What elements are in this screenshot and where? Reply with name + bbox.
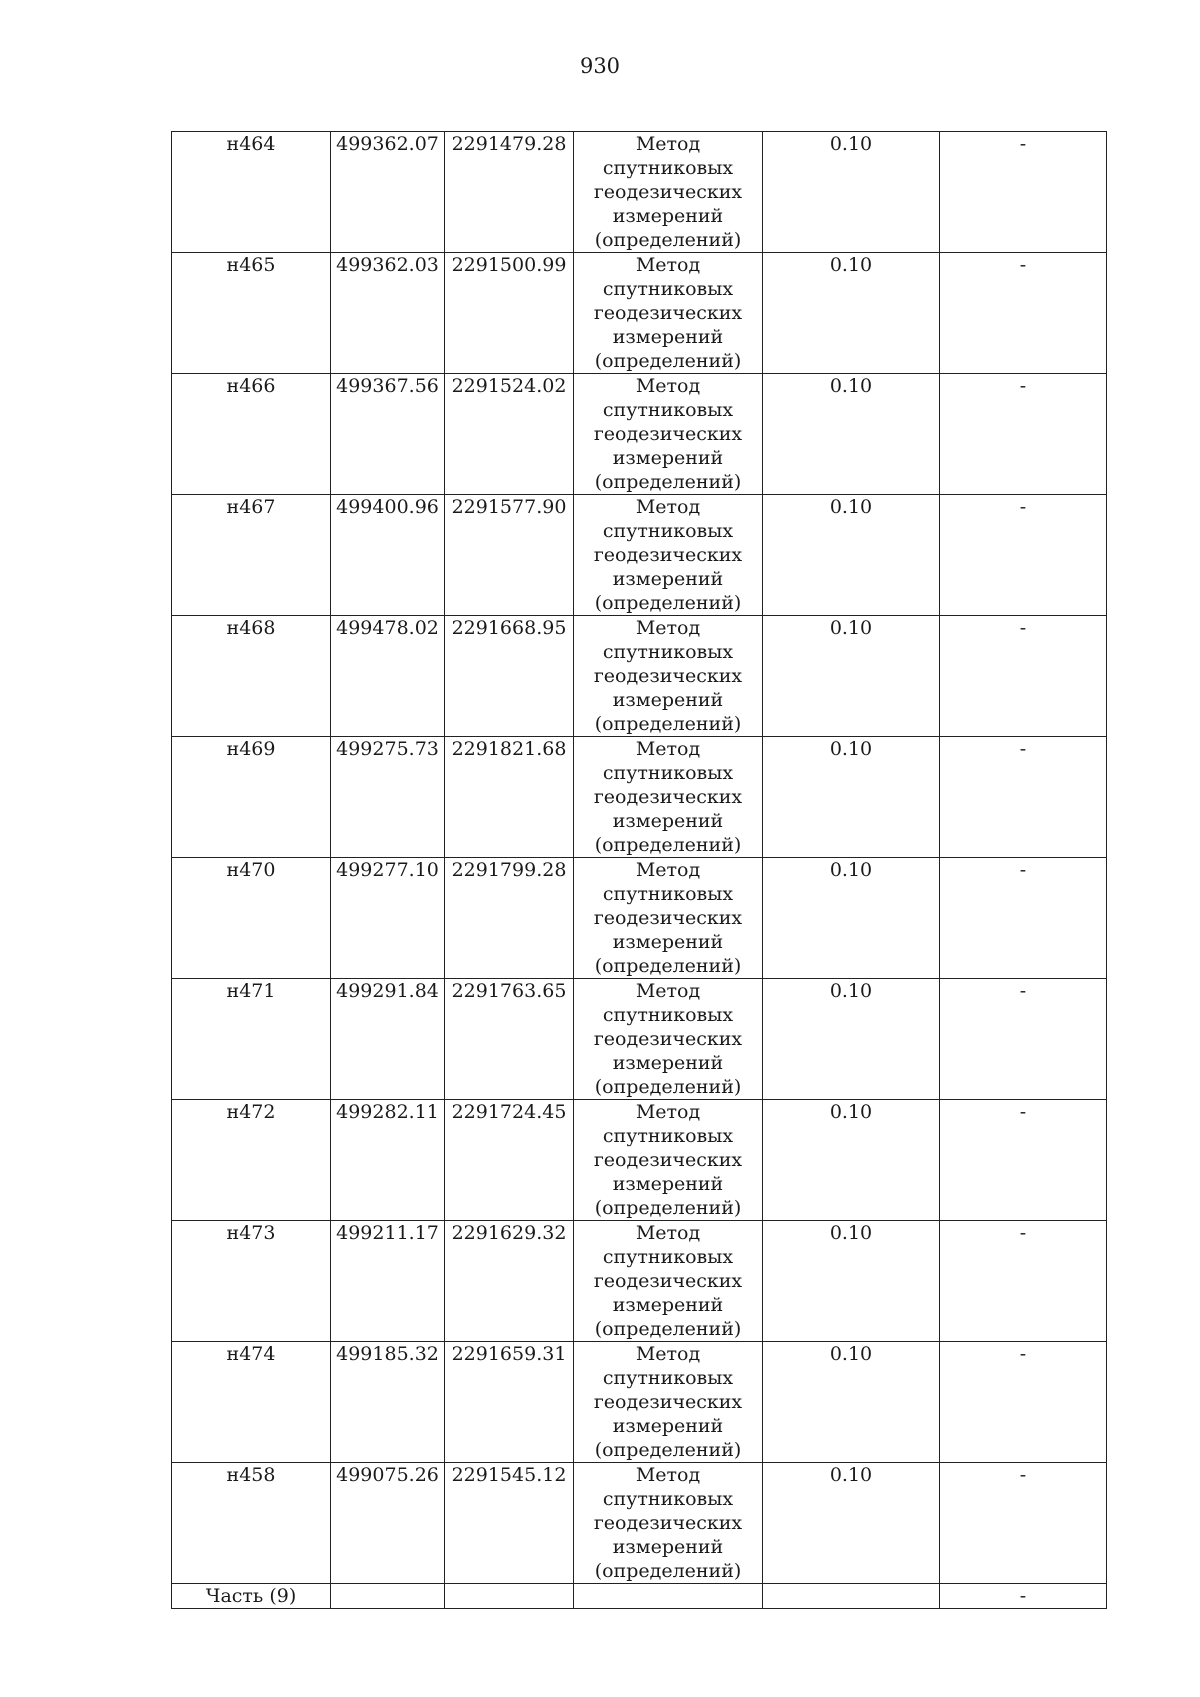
accuracy-cell: 0.10 — [763, 737, 940, 858]
table-row — [172, 737, 1107, 858]
accuracy-cell: 0.10 — [763, 858, 940, 979]
description-cell: - — [940, 1221, 1107, 1342]
x-coordinate-cell: 499211.17 — [331, 1221, 445, 1342]
accuracy-cell: 0.10 — [763, 132, 940, 253]
y-coordinate-cell: 2291821.68 — [445, 737, 574, 858]
point-cell: н471 — [172, 979, 331, 1100]
x-coordinate-cell: 499282.11 — [331, 1100, 445, 1221]
point-cell: н467 — [172, 495, 331, 616]
accuracy-cell: 0.10 — [763, 1221, 940, 1342]
x-coordinate-cell: 499277.10 — [331, 858, 445, 979]
description-cell: - — [940, 1463, 1107, 1584]
y-coordinate-cell: 2291763.65 — [445, 979, 574, 1100]
summary-accuracy-cell — [763, 1584, 940, 1609]
description-cell: - — [940, 737, 1107, 858]
y-coordinate-cell: 2291577.90 — [445, 495, 574, 616]
y-coordinate-cell: 2291500.99 — [445, 253, 574, 374]
description-cell: - — [940, 1100, 1107, 1221]
description-cell: - — [940, 495, 1107, 616]
summary-x-cell — [331, 1584, 445, 1609]
summary-description-cell: - — [940, 1584, 1107, 1609]
x-coordinate-cell: 499291.84 — [331, 979, 445, 1100]
summary-row — [172, 1584, 1107, 1609]
point-cell: н468 — [172, 616, 331, 737]
x-coordinate-cell: 499185.32 — [331, 1342, 445, 1463]
table-row — [172, 1342, 1107, 1463]
accuracy-cell: 0.10 — [763, 495, 940, 616]
y-coordinate-cell: 2291479.28 — [445, 132, 574, 253]
y-coordinate-cell: 2291724.45 — [445, 1100, 574, 1221]
x-coordinate-cell: 499400.96 — [331, 495, 445, 616]
accuracy-cell: 0.10 — [763, 616, 940, 737]
point-cell: н474 — [172, 1342, 331, 1463]
y-coordinate-cell: 2291629.32 — [445, 1221, 574, 1342]
method-cell: Метод спутниковых геодезических измерений (определений) — [574, 858, 763, 979]
table-row — [172, 616, 1107, 737]
page-number: 930 — [579, 54, 621, 78]
point-cell: н465 — [172, 253, 331, 374]
method-cell: Метод спутниковых геодезических измерений (определений) — [574, 495, 763, 616]
table-row — [172, 979, 1107, 1100]
point-cell: н466 — [172, 374, 331, 495]
point-cell: н464 — [172, 132, 331, 253]
summary-method-cell — [574, 1584, 763, 1609]
y-coordinate-cell: 2291659.31 — [445, 1342, 574, 1463]
table-row — [172, 495, 1107, 616]
point-cell: н470 — [172, 858, 331, 979]
table-row — [172, 253, 1107, 374]
y-coordinate-cell: 2291524.02 — [445, 374, 574, 495]
description-cell: - — [940, 858, 1107, 979]
description-cell: - — [940, 979, 1107, 1100]
y-coordinate-cell: 2291545.12 — [445, 1463, 574, 1584]
method-cell: Метод спутниковых геодезических измерений (определений) — [574, 1342, 763, 1463]
method-cell: Метод спутниковых геодезических измерений (определений) — [574, 253, 763, 374]
method-cell: Метод спутниковых геодезических измерений (определений) — [574, 132, 763, 253]
accuracy-cell: 0.10 — [763, 1342, 940, 1463]
point-cell: н458 — [172, 1463, 331, 1584]
table-row — [172, 1463, 1107, 1584]
accuracy-cell: 0.10 — [763, 979, 940, 1100]
accuracy-cell: 0.10 — [763, 374, 940, 495]
y-coordinate-cell: 2291799.28 — [445, 858, 574, 979]
method-cell: Метод спутниковых геодезических измерений (определений) — [574, 737, 763, 858]
table-row — [172, 1221, 1107, 1342]
method-cell: Метод спутниковых геодезических измерений (определений) — [574, 616, 763, 737]
accuracy-cell: 0.10 — [763, 1100, 940, 1221]
table-row — [172, 858, 1107, 979]
coordinates-table — [171, 131, 1107, 1609]
description-cell: - — [940, 1342, 1107, 1463]
table-row — [172, 1100, 1107, 1221]
method-cell: Метод спутниковых геодезических измерений (определений) — [574, 1221, 763, 1342]
description-cell: - — [940, 253, 1107, 374]
description-cell: - — [940, 374, 1107, 495]
point-cell: н472 — [172, 1100, 331, 1221]
accuracy-cell: 0.10 — [763, 1463, 940, 1584]
summary-y-cell — [445, 1584, 574, 1609]
x-coordinate-cell: 499275.73 — [331, 737, 445, 858]
method-cell: Метод спутниковых геодезических измерений (определений) — [574, 1100, 763, 1221]
x-coordinate-cell: 499367.56 — [331, 374, 445, 495]
table-row — [172, 132, 1107, 253]
y-coordinate-cell: 2291668.95 — [445, 616, 574, 737]
description-cell: - — [940, 616, 1107, 737]
method-cell: Метод спутниковых геодезических измерений (определений) — [574, 374, 763, 495]
point-cell: н469 — [172, 737, 331, 858]
summary-label-cell: Часть (9) — [172, 1584, 331, 1609]
point-cell: н473 — [172, 1221, 331, 1342]
x-coordinate-cell: 499478.02 — [331, 616, 445, 737]
table-row — [172, 374, 1107, 495]
x-coordinate-cell: 499362.03 — [331, 253, 445, 374]
accuracy-cell: 0.10 — [763, 253, 940, 374]
description-cell: - — [940, 132, 1107, 253]
method-cell: Метод спутниковых геодезических измерений (определений) — [574, 1463, 763, 1584]
coordinates-table-body — [172, 132, 1107, 1609]
method-cell: Метод спутниковых геодезических измерений (определений) — [574, 979, 763, 1100]
x-coordinate-cell: 499362.07 — [331, 132, 445, 253]
x-coordinate-cell: 499075.26 — [331, 1463, 445, 1584]
